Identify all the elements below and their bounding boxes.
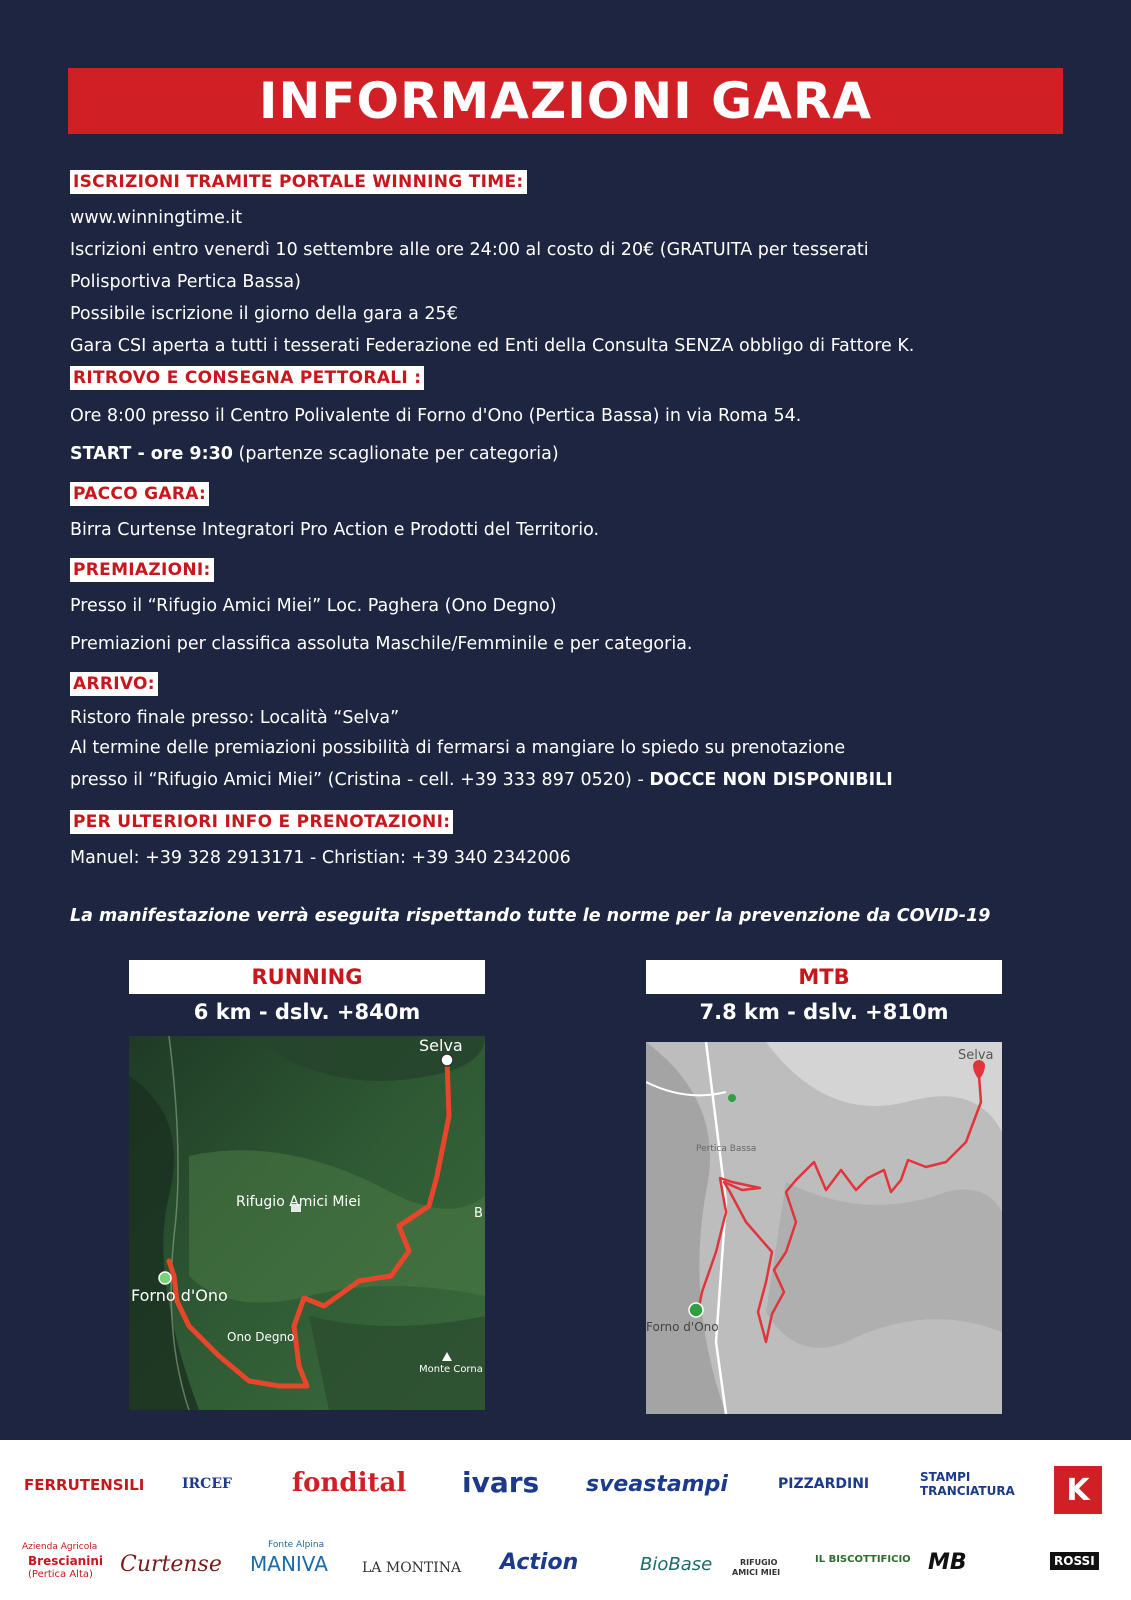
- showers-note: DOCCE NON DISPONIBILI: [649, 770, 893, 790]
- info-line: Possibile iscrizione il giorno della gara a 25€: [70, 304, 458, 324]
- sponsor-brescianini: Brescianini: [28, 1554, 103, 1568]
- section-title-info: PER ULTERIORI INFO E PRENOTAZIONI:: [70, 810, 453, 834]
- sponsor-mb: MB: [928, 1550, 967, 1575]
- mtb-label: MTB: [646, 960, 1002, 994]
- section-title-pacco: PACCO GARA:: [70, 482, 209, 506]
- running-map: [129, 1036, 485, 1410]
- sponsor-maniva: MANIVA: [250, 1552, 328, 1576]
- map-label-forno: Forno d'Ono: [646, 1320, 719, 1334]
- start-note: (partenze scaglionate per categoria): [232, 444, 559, 464]
- sponsor-fonte-alpina: Fonte Alpina: [268, 1540, 325, 1550]
- info-line: Ore 8:00 presso il Centro Polivalente di Forno d'Ono (Pertica Bassa) in via Roma 54.: [70, 406, 802, 426]
- section-premiazioni: [70, 554, 1070, 660]
- section-title-premiazioni: PREMIAZIONI:: [70, 558, 214, 582]
- section-arrivo: [70, 668, 1070, 796]
- running-map-image: [129, 1036, 485, 1410]
- sponsor-biobase: BioBase: [640, 1554, 713, 1575]
- sponsor-biscottificio: IL BISCOTTIFICIO: [815, 1554, 911, 1565]
- map-label-ono-degno: Ono Degno: [227, 1330, 295, 1344]
- mtb-map-image: [646, 1042, 1002, 1414]
- running-label: RUNNING: [129, 960, 485, 994]
- info-line: Ristoro finale presso: Località “Selva”: [70, 708, 400, 728]
- info-line: Presso il “Rifugio Amici Miei” Loc. Paghera (Ono Degno): [70, 596, 557, 616]
- map-label-edge: B: [474, 1206, 483, 1221]
- sponsor-brescianini-line1: Azienda Agricola: [22, 1542, 98, 1552]
- start-line: [70, 438, 1070, 470]
- mtb-distance: 7.8 km - dslv. +810m: [699, 1000, 949, 1024]
- sponsor-k: K: [1054, 1466, 1102, 1514]
- mtb-map: [646, 1042, 1002, 1414]
- section-iscrizioni: [70, 166, 1070, 362]
- map-label-refuge: Rifugio Amici Miei: [236, 1194, 361, 1210]
- info-line: Premiazioni per classifica assoluta Maschile/Femminile e per categoria.: [70, 634, 693, 654]
- info-content: [70, 166, 1070, 874]
- covid-note: La manifestazione verrà eseguita rispettando tutte le norme per la prevenzione da COVID-19: [70, 906, 991, 926]
- sponsor-amici-miei: AMICI MIEI: [732, 1568, 781, 1577]
- website-link[interactable]: www.winningtime.it: [70, 208, 243, 228]
- sponsor-stampi: STAMPI TRANCIATURA: [920, 1470, 1015, 1498]
- sponsor-bar: [0, 1440, 1131, 1600]
- sponsor-rossi: ROSSI: [1050, 1552, 1099, 1570]
- info-line: Iscrizioni entro venerdì 10 settembre alle ore 24:00 al costo di 20€ (GRATUITA per tesserati: [70, 240, 869, 260]
- sponsor-ircef: IRCEF: [182, 1476, 232, 1492]
- sponsor-fondital: fondital: [292, 1468, 407, 1498]
- contact-text: presso il “Rifugio Amici Miei” (Cristina - cell. +39 333 897 0520) -: [70, 770, 650, 790]
- map-label-monte-corna: Monte Corna: [419, 1364, 483, 1375]
- map-label-pertica: Pertica Bassa: [696, 1144, 757, 1154]
- sponsor-ferrutensili: FERRUTENSILI: [24, 1476, 145, 1494]
- sponsor-action: Action: [500, 1550, 579, 1575]
- section-title-ritrovo: RITROVO E CONSEGNA PETTORALI :: [70, 366, 424, 390]
- sponsor-rifugio: RIFUGIO: [740, 1558, 778, 1567]
- section-pacco: [70, 478, 1070, 546]
- section-info: [70, 806, 1070, 874]
- map-label-forno: Forno d'Ono: [131, 1286, 228, 1305]
- info-line: Polisportiva Pertica Bassa): [70, 272, 301, 292]
- map-label-selva: Selva: [419, 1036, 463, 1055]
- start-time: START - ore 9:30: [70, 444, 233, 464]
- map-label-selva: Selva: [958, 1048, 994, 1063]
- phone-contacts: Manuel: +39 328 2913171 - Christian: +39 340 2342006: [70, 848, 571, 868]
- sponsor-pizzardini: PIZZARDINI: [778, 1476, 870, 1492]
- info-line: Al termine delle premiazioni possibilità di fermarsi a mangiare lo spiedo su prenotazione: [70, 738, 846, 758]
- contact-line: [70, 764, 1070, 796]
- sponsor-la-montina: LA MONTINA: [362, 1560, 462, 1576]
- sponsor-brescianini-line3: (Pertica Alta): [28, 1569, 93, 1580]
- section-ritrovo: [70, 362, 1070, 470]
- info-line: Gara CSI aperta a tutti i tesserati Federazione ed Enti della Consulta SENZA obbligo di Fattore K.: [70, 336, 915, 356]
- running-distance: 6 km - dslv. +840m: [193, 1000, 421, 1024]
- title-banner: [68, 68, 1063, 134]
- section-title-arrivo: ARRIVO:: [70, 672, 158, 696]
- info-line: Birra Curtense Integratori Pro Action e Prodotti del Territorio.: [70, 520, 600, 540]
- section-title-iscrizioni: ISCRIZIONI TRAMITE PORTALE WINNING TIME:: [70, 170, 527, 194]
- sponsor-sveastampi: sveastampi: [586, 1472, 728, 1497]
- sponsor-curtense: Curtense: [120, 1552, 222, 1577]
- page-title: INFORMAZIONI GARA: [258, 72, 873, 130]
- sponsor-ivars: ivars: [462, 1466, 540, 1499]
